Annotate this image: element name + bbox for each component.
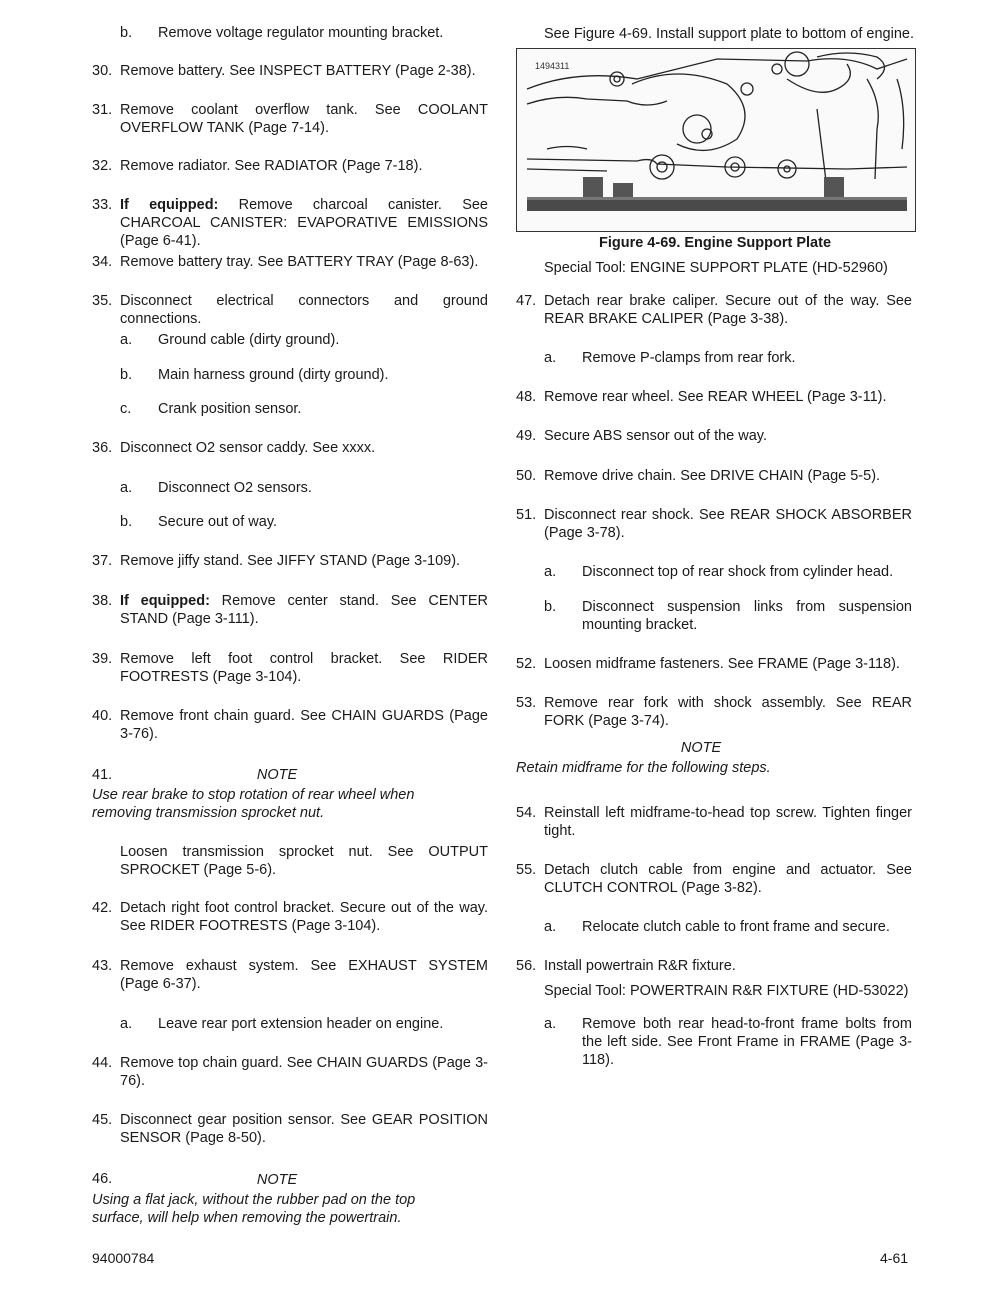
sub-step-text: Main harness ground (dirty ground). (158, 367, 389, 383)
step-text: If equipped: Remove center stand. See CENTER STAND (Page 3-111). (120, 593, 488, 627)
step-42 (92, 899, 488, 935)
sub-step-label: a. (120, 332, 133, 348)
step-text: Disconnect O2 sensor caddy. See xxxx. (120, 440, 376, 456)
step-47 (516, 292, 912, 328)
sub-step-label: a. (544, 1016, 557, 1032)
sub-step-label: a. (544, 564, 557, 580)
step-text: Remove radiator. See RADIATOR (Page 7-18). (120, 158, 423, 174)
step-33 (92, 196, 488, 250)
note-title: NOTE (256, 1172, 298, 1188)
step-56 (516, 957, 912, 975)
step-text: Detach right foot control bracket. Secure out of the way. See RIDER FOOTRESTS (Page 3-104). (120, 900, 488, 934)
sub-step (544, 918, 912, 936)
doc-number: 94000784 (92, 1250, 155, 1266)
step-text: Remove top chain guard. See CHAIN GUARDS (Page 3-76). (120, 1055, 488, 1089)
step-number: 48. (516, 389, 537, 405)
step-text: Remove coolant overflow tank. See COOLANT OVERFLOW TANK (Page 7-14). (120, 102, 488, 136)
step-number: 47. (516, 293, 537, 309)
step-number: 43. (92, 958, 113, 974)
sub-step-label: b. (120, 514, 133, 530)
step-number: 46. (92, 1171, 113, 1187)
step-text: Detach rear brake caliper. Secure out of the way. See REAR BRAKE CALIPER (Page 3-38). (544, 293, 912, 327)
sub-step (120, 1015, 488, 1033)
note-title: NOTE (256, 767, 298, 783)
special-tool-1: Special Tool: ENGINE SUPPORT PLATE (HD-52960) (544, 260, 888, 276)
special-tool-2: Special Tool: POWERTRAIN R&R FIXTURE (HD-53022) (544, 983, 909, 999)
step-48 (516, 388, 912, 406)
step-34 (92, 253, 488, 271)
sub-step-label: b. (120, 25, 133, 41)
sub-step-label: a. (120, 1016, 133, 1032)
step-text: Install powertrain R&R fixture. (544, 958, 736, 974)
step-35 (92, 292, 488, 328)
sub-step-label: a. (120, 480, 133, 496)
step-36 (92, 439, 488, 457)
step-number: 37. (92, 553, 113, 569)
step-number: 49. (516, 428, 537, 444)
figure-engine-support-plate (516, 48, 916, 232)
sub-step (544, 563, 912, 581)
step-text: Remove front chain guard. See CHAIN GUARDS (Page 3-76). (120, 708, 488, 742)
step-text: If equipped: Remove charcoal canister. See CHARCOAL CANISTER: EVAPORATIVE EMISSIONS (Page 6-41). (120, 197, 488, 249)
step-text: Reinstall left midframe-to-head top screw. Tighten finger tight. (544, 805, 912, 839)
step-number: 42. (92, 900, 113, 916)
sub-step-label: a. (544, 350, 557, 366)
step-text: Remove jiffy stand. See JIFFY STAND (Page 3-109). (120, 553, 461, 569)
sub-step-label: b. (544, 599, 557, 615)
step-text: Disconnect electrical connectors and ground connections. (120, 293, 488, 327)
step-number: 56. (516, 958, 537, 974)
step-text: Remove drive chain. See DRIVE CHAIN (Page 5-5). (544, 468, 881, 484)
step-text: Remove exhaust system. See EXHAUST SYSTEM (Page 6-37). (120, 958, 488, 992)
sub-step (120, 400, 488, 418)
step-text: Secure ABS sensor out of the way. (544, 428, 767, 444)
step-number: 45. (92, 1112, 113, 1128)
sub-step-label: c. (120, 401, 132, 417)
step-51 (516, 506, 912, 542)
note-body: Use rear brake to stop rotation of rear wheel when removing transmission sprocket nut. (92, 787, 415, 821)
step-number: 53. (516, 695, 537, 711)
step-49 (516, 427, 912, 445)
note-body: Using a flat jack, without the rubber pad on the top surface, will help when removing the powertrain. (92, 1192, 416, 1226)
sub-step-label: a. (544, 919, 557, 935)
step-text: Remove battery. See INSPECT BATTERY (Page 2-38). (120, 63, 476, 79)
step-number: 38. (92, 593, 113, 609)
step-text: Disconnect gear position sensor. See GEAR POSITION SENSOR (Page 8-50). (120, 1112, 488, 1146)
sub-step-text: Remove voltage regulator mounting bracket. (158, 25, 444, 41)
step-53 (516, 694, 912, 730)
step-text: Remove rear wheel. See REAR WHEEL (Page 3-11). (544, 389, 887, 405)
sub-step (544, 1015, 912, 1069)
step-text: Loosen midframe fasteners. See FRAME (Page 3-118). (544, 656, 900, 672)
sub-step-text: Relocate clutch cable to front frame and secure. (582, 919, 890, 935)
step-37 (92, 552, 488, 570)
sub-step-text: Leave rear port extension header on engine. (158, 1016, 444, 1032)
step-50 (516, 467, 912, 485)
sub-step (544, 598, 912, 634)
step-41-text: Loosen transmission sprocket nut. See OUTPUT SPROCKET (Page 5-6). (120, 844, 488, 878)
step-number: 41. (92, 767, 113, 783)
sub-step (544, 349, 912, 367)
step-number: 33. (92, 197, 113, 213)
page-number: 4-61 (880, 1250, 909, 1266)
sub-step-text: Remove P-clamps from rear fork. (582, 350, 796, 366)
step-number: 36. (92, 440, 113, 456)
note-body: Retain midframe for the following steps. (516, 760, 771, 776)
step-32 (92, 157, 488, 175)
step-30 (92, 62, 488, 80)
sub-step-text: Disconnect top of rear shock from cylinder head. (582, 564, 894, 580)
sub-step (120, 331, 488, 349)
conditional-label: If equipped: (120, 593, 210, 609)
step-45 (92, 1111, 488, 1147)
step-55 (516, 861, 912, 897)
sub-step (120, 479, 488, 497)
conditional-label: If equipped: (120, 197, 219, 213)
step-number: 30. (92, 63, 113, 79)
sub-step-text: Disconnect suspension links from suspension mounting bracket. (582, 599, 912, 633)
figure-intro: See Figure 4-69. Install support plate to bottom of engine. (544, 26, 914, 42)
step-number: 39. (92, 651, 113, 667)
engine-illustration (517, 49, 915, 231)
sub-step-text: Remove both rear head-to-front frame bolts from the left side. See Front Frame in FRAME (Page 3-118). (582, 1016, 912, 1068)
step-38 (92, 592, 488, 628)
step-54 (516, 804, 912, 840)
step-text: Detach clutch cable from engine and actuator. See CLUTCH CONTROL (Page 3-82). (544, 862, 912, 896)
step-39 (92, 650, 488, 686)
step-40 (92, 707, 488, 743)
sub-step (120, 513, 488, 531)
step-text: Remove rear fork with shock assembly. See REAR FORK (Page 3-74). (544, 695, 912, 729)
step-number: 50. (516, 468, 537, 484)
sub-step (120, 366, 488, 384)
step-text: Remove battery tray. See BATTERY TRAY (Page 8-63). (120, 254, 479, 270)
step-number: 31. (92, 102, 113, 118)
step-number: 40. (92, 708, 113, 724)
step-44 (92, 1054, 488, 1090)
step-52 (516, 655, 912, 673)
note-title: NOTE (680, 740, 722, 756)
sub-step-text: Secure out of way. (158, 514, 278, 530)
step-number: 54. (516, 805, 537, 821)
step-number: 55. (516, 862, 537, 878)
sub-step-text: Ground cable (dirty ground). (158, 332, 340, 348)
step-number: 35. (92, 293, 113, 309)
step-number: 44. (92, 1055, 113, 1071)
step-31 (92, 101, 488, 137)
sub-step-text: Disconnect O2 sensors. (158, 480, 312, 496)
step-text: Remove left foot control bracket. See RIDER FOOTRESTS (Page 3-104). (120, 651, 488, 685)
step-43 (92, 957, 488, 993)
sub-step-text: Crank position sensor. (158, 401, 302, 417)
figure-id: 1494311 (535, 61, 570, 71)
step-text: Disconnect rear shock. See REAR SHOCK ABSORBER (Page 3-78). (544, 507, 912, 541)
step-number: 52. (516, 656, 537, 672)
figure-caption: Figure 4-69. Engine Support Plate (598, 235, 832, 251)
step-number: 51. (516, 507, 537, 523)
sub-step (120, 24, 488, 42)
step-number: 34. (92, 254, 113, 270)
step-number: 32. (92, 158, 113, 174)
sub-step-label: b. (120, 367, 133, 383)
